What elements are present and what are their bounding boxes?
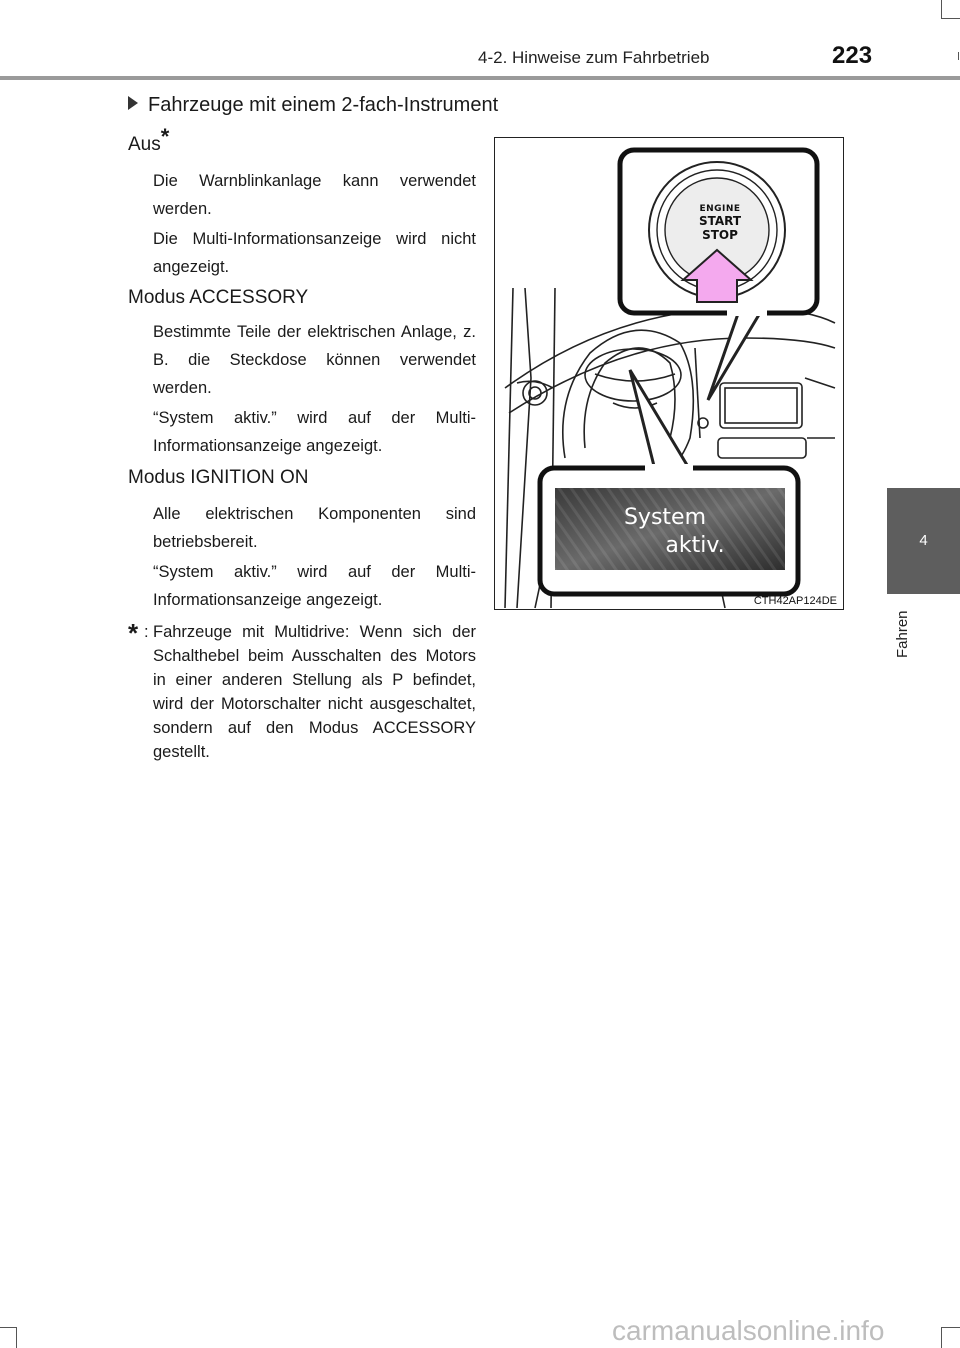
button-text-stop: STOP bbox=[702, 228, 738, 242]
mode-title-accessory: Modus ACCESSORY bbox=[128, 287, 309, 308]
crop-mark bbox=[0, 1327, 16, 1328]
mode-paragraph: Die Warnblinkanlage kann verwendet werden. bbox=[153, 172, 476, 218]
dashboard-illustration bbox=[494, 137, 844, 610]
mode-paragraph: Alle elektrischen Komponenten sind betriebsbereit. bbox=[153, 505, 476, 551]
footnote-text: Fahrzeuge mit Multidrive: Wenn sich der Schalthebel beim Ausschalten des Motors in einer anderen Stellung als P befindet, wird der Motorschalter nicht ausgeschaltet, sondern auf den Modus ACCESSORY gestellt. bbox=[153, 623, 476, 761]
mode-title-text: Aus bbox=[128, 134, 161, 155]
mode-paragraph: Bestimmte Teile der elektrischen Anlage, z. B. die Steckdose können verwendet werden. bbox=[153, 323, 476, 397]
mode-paragraph: “System aktiv.” wird auf der Multi-Informationsanzeige angezeigt. bbox=[153, 409, 476, 455]
figure-code: CTH42AP124DE bbox=[753, 595, 837, 607]
footnote-mark: * bbox=[128, 618, 139, 648]
mode-title-ignition-on: Modus IGNITION ON bbox=[128, 467, 309, 488]
footnote-colon: : bbox=[144, 623, 149, 641]
chapter-number: 4 bbox=[919, 532, 928, 549]
mode-title-aus bbox=[128, 124, 170, 156]
chapter-label: Fahren bbox=[894, 610, 911, 658]
asterisk-mark: * bbox=[160, 124, 170, 149]
header-rule bbox=[0, 76, 960, 80]
crop-mark bbox=[958, 52, 959, 60]
mode-paragraph: “System aktiv.” wird auf der Multi-Informationsanzeige angezeigt. bbox=[153, 563, 476, 609]
button-text-start: START bbox=[698, 214, 742, 228]
crop-mark bbox=[941, 0, 942, 18]
triangle-bullet-icon bbox=[128, 96, 138, 110]
footnote bbox=[128, 620, 476, 764]
crop-mark bbox=[16, 1327, 17, 1348]
section-heading bbox=[128, 94, 498, 117]
section-heading-text: Fahrzeuge mit einem 2-fach-Instrument bbox=[148, 94, 499, 116]
crop-mark bbox=[941, 1327, 960, 1328]
mode-paragraph: Die Multi-Informationsanzeige wird nicht angezeigt. bbox=[153, 230, 476, 276]
header-section-title: 4-2. Hinweise zum Fahrbetrieb bbox=[478, 48, 710, 67]
crop-mark bbox=[941, 1327, 942, 1348]
multi-info-display-text bbox=[575, 504, 775, 560]
chapter-tab bbox=[887, 488, 960, 594]
crop-mark bbox=[941, 18, 960, 19]
watermark: carmanualsonline.info bbox=[612, 1315, 885, 1346]
button-text-engine: ENGINE bbox=[699, 204, 741, 214]
page-number: 223 bbox=[832, 42, 873, 69]
display-line-1: System bbox=[623, 505, 707, 530]
display-line-2: aktiv. bbox=[665, 533, 725, 558]
engine-start-stop-label bbox=[645, 204, 795, 242]
